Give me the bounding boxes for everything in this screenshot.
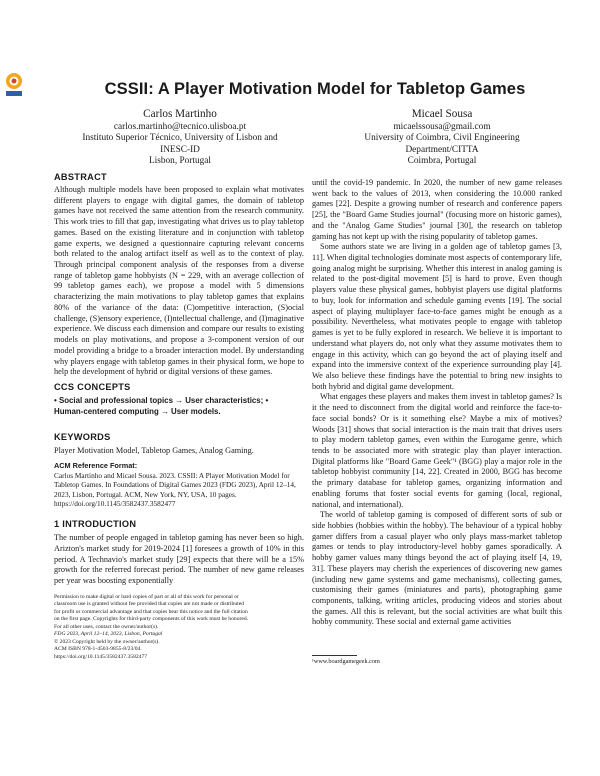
footnote: ¹www.boardgamegeek.com	[312, 658, 380, 665]
fineprint-line: FDG 2023, April 12–14, 2023, Lisbon, Portugal	[54, 631, 163, 638]
paper-title: CSSII: A Player Motivation Model for Tabletop Games	[104, 80, 526, 98]
acm-reference-label: ACM Reference Format:	[54, 461, 138, 470]
author-email: carlos.martinho@tecnico.ulisboa.pt	[113, 121, 247, 132]
copyright-notice	[54, 594, 304, 661]
author-block-1	[55, 108, 305, 168]
author-affiliation: INESC-ID	[160, 144, 200, 155]
author-location: Lisbon, Portugal	[149, 156, 211, 167]
author-name: Carlos Martinho	[143, 108, 217, 120]
footnote-rule	[312, 655, 357, 656]
author-affiliation: Instituto Superior Técnico, University of Lisbon and	[82, 133, 278, 144]
body-paragraph: The world of tabletop gaming is composed of different sorts of sub or side hobbies (hobbies within the hobby). The behaviour of a typical hobby gamer differs from a casual player who only plays mass-market tabletop games or tends to play introductory-level hobby games sporadically. A hobby gamer values many things beyond the act of playing itself [4, 19, 31]. These players may cherish the experiences of discovering new games (including new game systems and game mechanisms), collecting games, customising their games (miniatures and parts), photographing game components, talking, writing articles, producing videos and stories about the games. All this is relevant, but the social activities are what built this hobby community. These social and external game activities	[312, 510, 562, 627]
acm-reference-text: Carlos Martinho and Micael Sousa. 2023. CSSII: A Player Motivation Model for Tabletop Games. In Foundations of Digital Games 2023 (FDG 2023), April 12–14, 2023, Lisbon, Portugal. ACM, New York, NY, USA, 10 pages. https://doi.org/10.1145/3582437.3582477	[54, 470, 296, 509]
introduction-heading: 1 INTRODUCTION	[54, 519, 137, 529]
open-access-badge-icon	[3, 72, 25, 98]
author-block-2	[317, 108, 567, 168]
fineprint-line: ACM ISBN 978-1-4503-9855-8/23/04.	[54, 646, 142, 653]
fineprint-line: © 2023 Copyright held by the owner/author(s).	[54, 638, 160, 645]
introduction-text: The number of people engaged in tabletop gaming has never been so high. Arizton's market study for 2019-2024 [1] foresees a growth of 10% in this period. A Technavio's market study [29] expects that there will be a 15% growth for the referred forecast period. The number of new game releases per year was boosting exponentially	[54, 533, 304, 585]
keywords-heading: KEYWORDS	[54, 432, 111, 442]
ccs-line-2: Human-centered computing → User models.	[54, 407, 221, 416]
ccs-concepts	[54, 395, 306, 417]
fineprint-line: https://doi.org/10.1145/3582437.3582477	[54, 653, 148, 660]
author-affiliation: Department/CITTA	[405, 144, 479, 155]
ccs-heading: CCS CONCEPTS	[54, 382, 131, 392]
fineprint-line: Permission to make digital or hard copies of part or all of this work for personal or	[54, 594, 239, 600]
ccs-bullet: •	[263, 396, 269, 405]
fineprint-line: for profit or commercial advantage and that copies bear this notice and the full citation	[54, 608, 248, 615]
author-location: Coimbra, Portugal	[407, 156, 477, 167]
ccs-line-1: • Social and professional topics → User characteristics;	[54, 396, 264, 405]
author-email: micaelssousa@gmail.com	[393, 121, 491, 132]
fineprint-line: For all other uses, contact the owner/author(s).	[54, 623, 159, 630]
body-paragraph: until the covid-19 pandemic. In 2020, the number of new game releases went back to the values of 2013, when considering the 10.000 ranked games [22]. Despite a growing number of research and conference papers [25], the "Board Game Studies journal" (focusing more on historic games), and the "Analog Game Studies" journal [30], the research on tabletop gaming has not kept up with the rising popularity of tabletop games.	[312, 178, 562, 241]
body-paragraph: What engages these players and makes them invest in tabletop games? Is it the need to disconnect from the digital world and reinforce the face-to-face social bonds? Or is it something else? Maybe a mix of motives? Woods [31] shows that social interaction is the main trait that drives users to play modern tabletop games, even within the Eurogame genre, which tends to be associated more with strategic play than player interaction. Digital platforms like "Board Game Geek"¹ (BGG) play a major role in the tabletop hobbyist community [14, 22]. Created in 2000, BGG has become the primary database for tabletop games, organizing information and enabling forums that foster social events for gaming (local, regional, national, and international).	[312, 392, 562, 509]
keywords-text: Player Motivation Model, Tabletop Games, Analog Gaming.	[54, 446, 254, 455]
fineprint-line: classroom use is granted without fee provided that copies are not made or distributed	[54, 601, 244, 608]
author-affiliation: University of Coimbra, Civil Engineering	[364, 133, 520, 144]
acm-reference	[54, 461, 304, 509]
author-name: Micael Sousa	[411, 108, 473, 120]
body-paragraph: Some authors state we are living in a golden age of tabletop games [3, 11]. When digital technologies dominate most aspects of contemporary life, going analog might be surprising. Whether this interest in analog gaming is related to the post-digital movement [5] is hard to prove. Even though players value these physical games, hobbyist players use digital platforms to buy, look for information and schedule gaming events [19]. The social aspect of playing multiplayer face-to-face games might be enough as a possibility. Nevertheless, what motivates people to engage with tabletop games is yet to be fully explored in research. We believe it is important to understand what players do, not only what they assume motivates them to engage in this activity, which can go beyond the act of playing itself and expand into the immersive context of the experience surrounding play [4]. We also believe these findings have the potential to bring new insights to both hybrid and digital game development.	[312, 242, 562, 391]
abstract-heading: ABSTRACT	[54, 172, 107, 182]
fineprint-line: on the first page. Copyrights for third-party components of this work must be honored.	[54, 616, 249, 623]
right-column-body	[312, 178, 562, 628]
abstract-text: Although multiple models have been proposed to explain what motivates different players to engage with digital games, the domain of tabletop games have not received the same attention from the research community. This work tries to fill that gap, investigating what drives us to play tabletop games. Based on the existing literature and in conjunction with tabletop game experts, we designed a questionnaire capturing relevant concerns both related to the analog artifact itself as well as to the context of play. Through principal component analysis of the responses from a diverse range of tabletop game hobbyists (N = 229, with an average collection of 99 tabletop games each), we propose a model with 5 dimensions characterizing the main motivations to play tabletop games that explains 80% of the variance of the data: (C)ompetitive interaction, (S)ocial challenge, (S)ensory experience, (I)ntellectual challenge, and (I)maginative experience. We discuss each dimension and compare our results to existing models on play motivations, and propose a 3-component version of our model providing a bridge to a broader interaction model. By understanding why players engage with tabletop games in their physical form, we hope to help the development of hybrid or digital versions of these games.	[54, 185, 304, 377]
